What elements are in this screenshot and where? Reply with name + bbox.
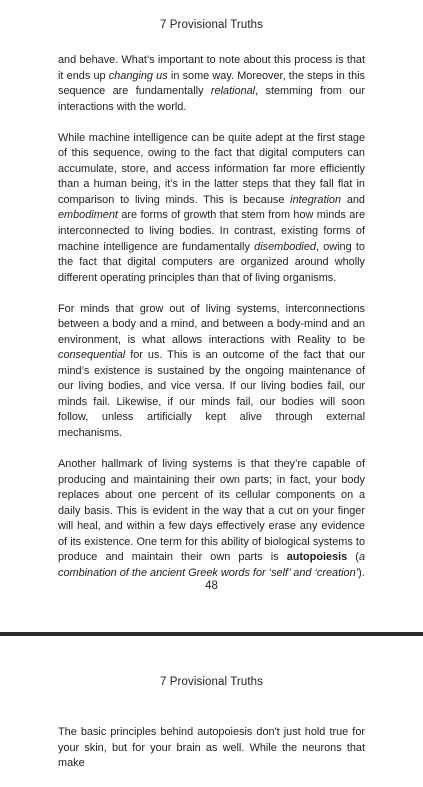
page-body-text [58, 725, 365, 787]
paragraph [58, 302, 365, 442]
running-head: 7 Provisional Truths [160, 676, 263, 688]
text-run: and [341, 193, 365, 206]
italic-phrase: integration [290, 193, 342, 206]
paragraph [58, 725, 365, 772]
paragraph [58, 131, 365, 286]
bold-term: autopoiesis [286, 551, 348, 564]
text-run: For minds that grow out of living systems, interconnections between a body and a mind, and between a body-mind and an environment, is what allows interactions with Reality to be [58, 302, 365, 346]
page-body-text [58, 53, 365, 597]
italic-phrase: embodiment [58, 209, 118, 222]
text-run: ( [347, 551, 359, 564]
text-run: ). [358, 566, 365, 579]
page-number: 48 [205, 580, 218, 592]
italic-phrase: a combination of the ancient Greek words for ‘self’ and ‘creation’ [58, 551, 365, 579]
italic-phrase: consequential [58, 349, 126, 362]
text-run: While machine intelligence can be quite adept at the first stage of this sequence, owing to the fact that digital computers can accumulate, store, and access information far more efficiently than a human being, it’s in the latter steps that they fall flat in comparison to living minds. This is because [58, 131, 365, 206]
italic-phrase: relational [210, 85, 256, 98]
text-run: in some way. Moreover, the steps in this sequence are fundamentally [58, 69, 366, 98]
italic-phrase: changing us [108, 69, 168, 82]
paragraph [58, 457, 365, 581]
book-page-49 [0, 640, 423, 770]
text-run: , stemming from our interactions with the world. [58, 85, 365, 113]
italic-phrase: disembodied [254, 240, 316, 253]
text-run: The basic principles behind autopoiesis don't just hold true for your skin, but for your brain as well. While the neurons that make [58, 726, 365, 770]
page-divider [0, 632, 423, 636]
paragraph [58, 53, 365, 115]
text-run: Another hallmark of living systems is that they’re capable of producing and maintaining their own parts; in fact, your body replaces about one percent of its cellular components on a daily basis. This is evident in the way that a cut on your finger will heal, and within a few days effectively erase any evidence of its existence. One term for this ability of biological systems to produce and maintain their own parts is [58, 458, 365, 564]
text-run: and behave. What’s important to note about this process is that it ends up [58, 54, 365, 82]
text-run: , owing to the fact that digital computers are organized around wholly different operating principles than that of living organisms. [58, 240, 365, 284]
running-head: 7 Provisional Truths [160, 19, 263, 31]
text-run: for us. This is an outcome of the fact that our mind’s existence is sustained by the ongoing maintenance of our living bodies, and vice versa. If our living bodies fail, our minds fail. Likewise, if our minds fail, our bodies will soon follow, unless artificially kept alive through external mechanisms. [58, 349, 365, 440]
text-run: are forms of growth that stem from how minds are interconnected to living bodies. In contrast, existing forms of machine intelligence are fundamentally [58, 209, 365, 253]
